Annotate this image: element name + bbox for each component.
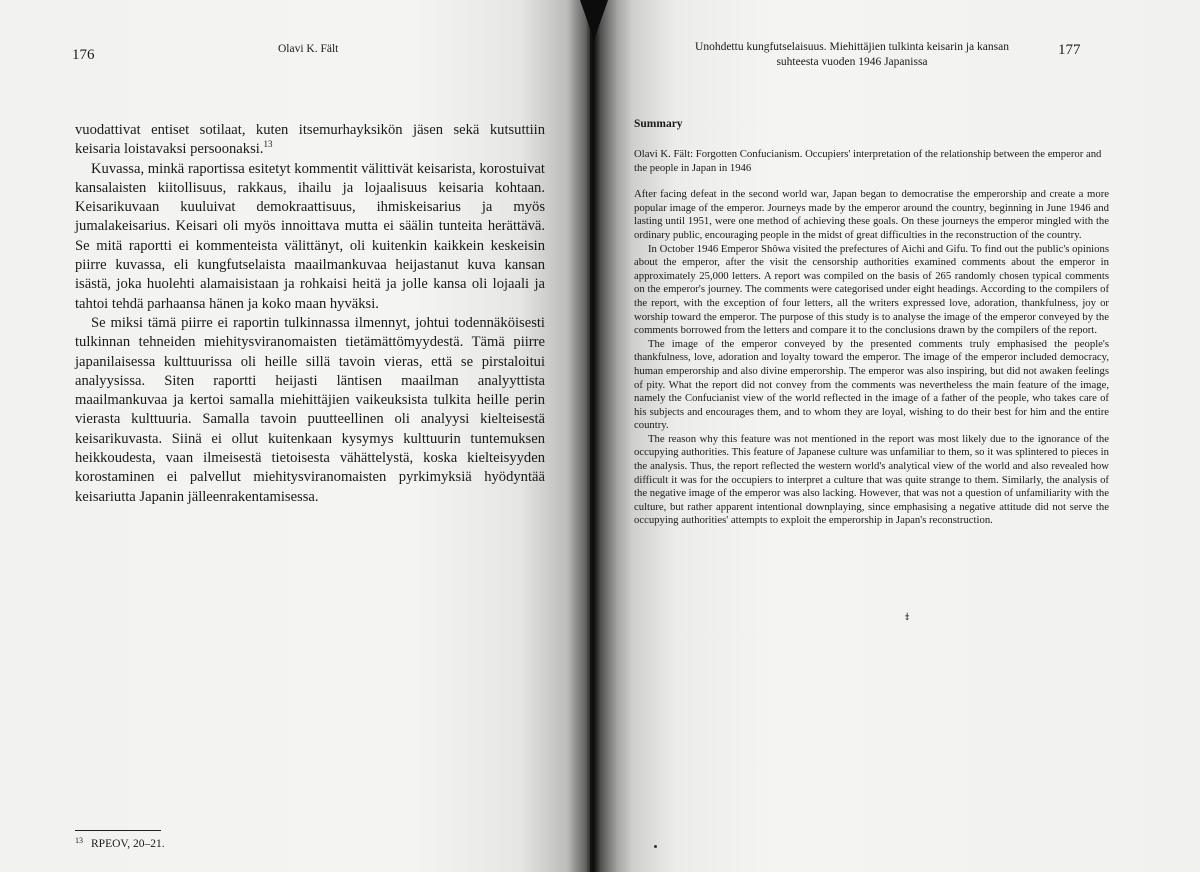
paragraph <box>75 121 545 160</box>
end-mark-icon: ⤈ <box>903 612 912 623</box>
right-page <box>590 0 1200 872</box>
scan-speck <box>654 845 657 848</box>
page-number-left: 176 <box>72 47 95 63</box>
paragraph: The reason why this feature was not mentioned in the report was most likely due to the ignorance of the occupying authorities. This feature of Japanese culture was unfamiliar to them, so it was splintered to pieces in the analysis. Thus, the report reflected the western world's analytical view of the world and also revealed how difficult it was for the occupiers to interpret a culture that was quite strange to them. Similarly, the analysis of the negative image of the emperor was also lacking. However, that was not a question of unfamiliarity with the culture, but rather apparent intentional downplaying, since emphasising a negative attitude did not serve the occupying authorities' attempts to exploit the emperorship in Japan's reconstruction. <box>634 432 1109 527</box>
paragraph: Kuvassa, minkä raportissa esitetyt kommentit välittivät keisarista, korostuivat kansalaisten kiitollisuus, rakkaus, ihailu ja lojaalisuus keisaria kohtaan. Keisarikuvaan kuuluivat demokraattisuus, ihmiskeisarius ja myös jumalakeisarius. Keisari oli myös innoittava mutta ei säälin tunteita herättävä. Se mitä raportti ei kommenteista välittänyt, oli kuitenkin kaikkein keskeisin piirre kuvassa, eli kungfutselaista maailmankuvaa heijastanut kuva kansan isästä, joka huolehti alamaisistaan ja rohkaisi heitä ja jolle kansa oli lojaali ja tahtoi tehdä parhaansa hänen ja koko maan hyväksi. <box>75 160 545 312</box>
footnote-text: RPEOV, 20–21. <box>91 838 165 850</box>
footnote-divider <box>75 830 161 831</box>
summary-heading: Summary <box>634 118 683 130</box>
footnote-marker: 13 <box>75 836 83 845</box>
paragraph-text: vuodattivat entiset sotilaat, kuten itsemurhayksikön jäsen sekä kutsuttiin keisaria loistavaksi persoonaksi. <box>75 122 545 158</box>
paragraph: In October 1946 Emperor Shôwa visited the prefectures of Aichi and Gifu. To find out the public's opinions about the emperor, after the visit the censorship authorities examined comments about the emperor in approximately 25,000 letters. A report was compiled on the basis of 265 randomly chosen typical comments on the emperor's journey. The comments were categorised under eight headings. According to the compilers of the report, with the exception of four letters, all the writers expressed love, adoration, thankfulness, joy or worship toward the emperor. The purpose of this study is to analyse the image of the emperor conveyed by the comments borrowed from the letters and compare it to the conclusions drawn by the compilers of the report. <box>634 242 1109 337</box>
paragraph: After facing defeat in the second world war, Japan began to democratise the emperorship and create a more popular image of the emperor. Journeys made by the emperor around the country, beginning in June 1946 and lasting until 1951, were one method of achieving these goals. On these journeys the emperor mingled with the ordinary public, encouraging people in the midst of great difficulties in the reconstruction of the country. <box>634 188 1109 241</box>
paragraph: Se miksi tämä piirre ei raportin tulkinnassa ilmennyt, johtui todennäköisesti tulkinnan tehneiden miehitysviranomaisten tietämättömyydestä. Tämä piirre japanilaisessa kulttuurissa oli heille sillä tavoin vieras, että se pirstaloitui analyysissa. Siten raportti heijasti läntisen maailman analyyttista maailmankuvaa ja kertoi samalla miehittäjien vaikeuksista tulkita heille perin vierasta kulttuuria. Samalla tavoin puutteellinen oli analyysi kielteisestä keisarikuvasta. Siinä ei ollut kuitenkaan kysymys kulttuurin tuntemuksen heikkoudesta, vaan ilmeisestä tietoisesta vähättelystä, koska kielteisyyden korostaminen ei palvellut miehitysviranomaisten pyrkimyksiä hyödyntää keisariutta Japanin jälleenrakentamisessa. <box>75 314 545 505</box>
footnote <box>75 838 165 850</box>
paragraph: The image of the emperor conveyed by the presented comments truly emphasised the people's thankfulness, love, adoration and loyalty toward the emperor. The image of the emperor included democracy, human emperorship and also divine emperorship. The emperor was also inspiring, but did not awaken feelings of pity. What the report did not convey from the comments was nevertheless the main feature of the image, namely the Confucianist view of the world reflected in the image of a father of the people, who takes care of his subjects and encourages them, and to whom they are loyal, wishing to do their best for him and the entire country. <box>634 337 1109 432</box>
left-page <box>0 0 590 872</box>
summary-body <box>634 148 1109 528</box>
footnote-reference: 13 <box>263 139 273 150</box>
page-number-right: 177 <box>1058 42 1081 58</box>
summary-subtitle: Olavi K. Fält: Forgotten Confucianism. Occupiers' interpretation of the relationship between the emperor and the people in Japan in 1946 <box>634 148 1102 174</box>
running-header-right: Unohdettu kungfutselaisuus. Miehittäjien tulkinta keisarin ja kansan suhteesta vuoden 1946 Japanissa <box>695 41 1009 68</box>
left-page-body <box>75 121 545 507</box>
running-header-left: Olavi K. Fält <box>278 43 339 55</box>
